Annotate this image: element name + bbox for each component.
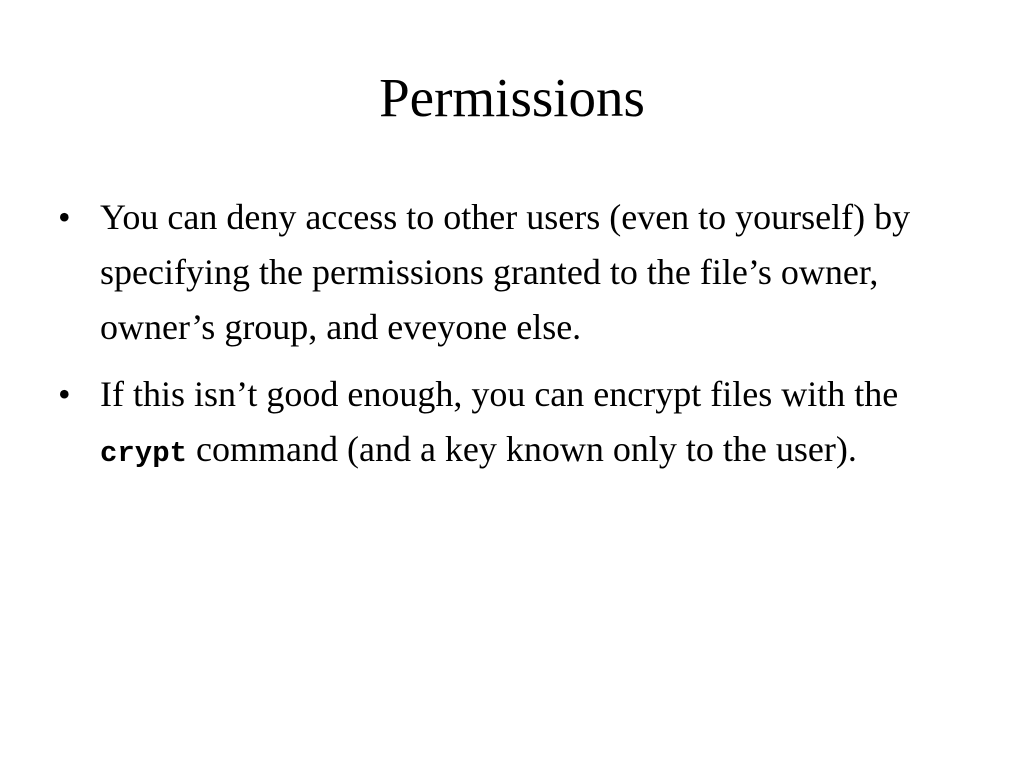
bullet-item-deny-access [58, 190, 978, 355]
crypt-command-code: crypt [100, 437, 188, 470]
bullet-list [58, 190, 978, 493]
bullet-icon: • [58, 197, 71, 237]
bullet-text-before-code: If this isn’t good enough, you can encrypt files with the [100, 374, 899, 414]
slide-title: Permissions [379, 67, 645, 128]
bullet-item-encrypt [58, 367, 978, 481]
bullet-icon: • [58, 374, 71, 414]
bullet-text: You can deny access to other users (even to yourself) by specifying the permissions granted to the file’s owner, owner’s group, and eveyone else. [100, 197, 911, 347]
bullet-text-after-code: command (and a key known only to the user). [187, 429, 857, 469]
